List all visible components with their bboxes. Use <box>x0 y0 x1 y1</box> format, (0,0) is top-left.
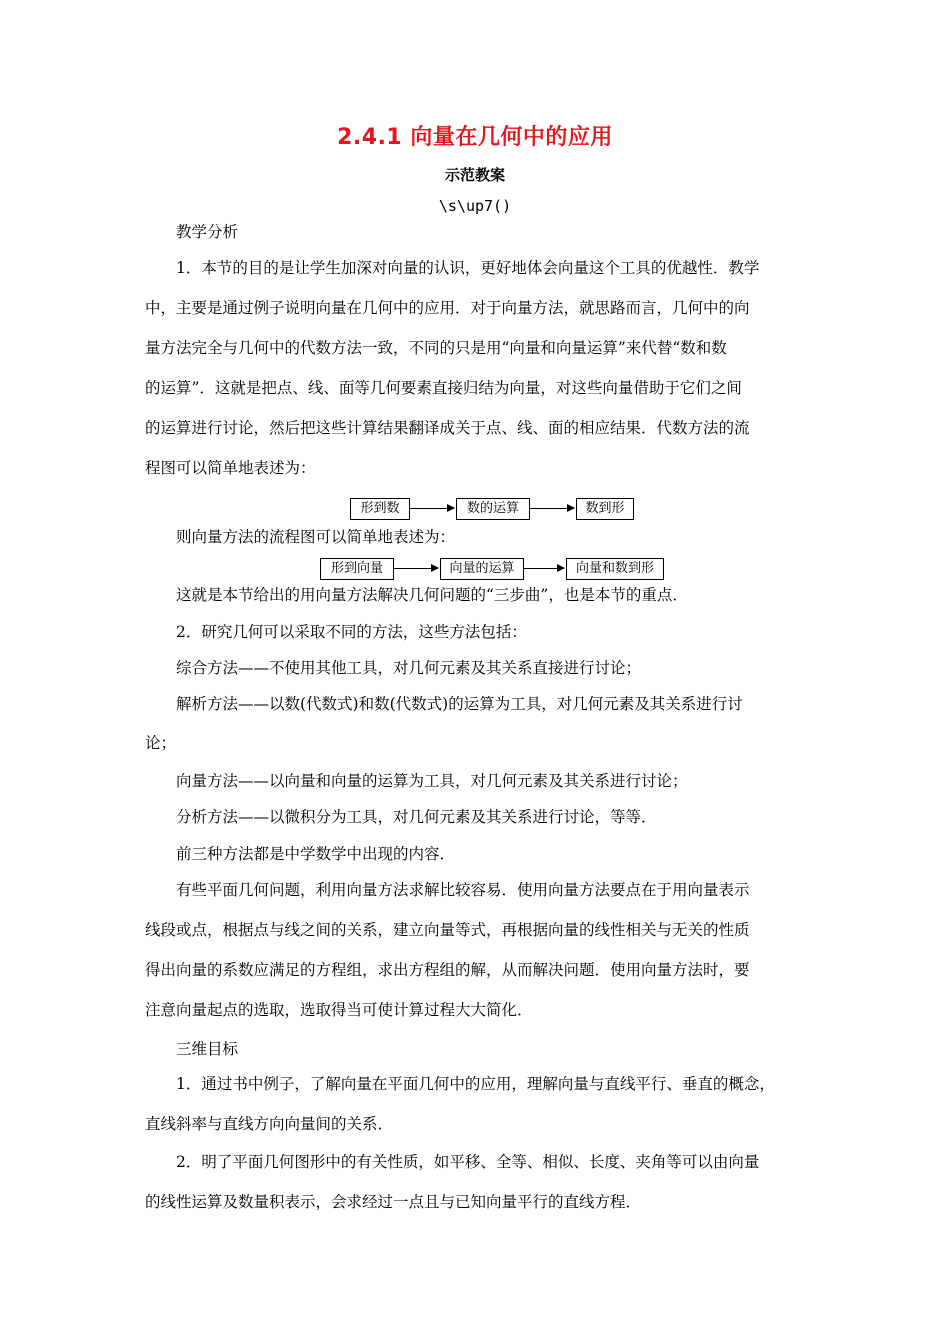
flow-box: 向量的运算 <box>440 558 524 580</box>
paragraph-line: 1．通过书中例子，了解向量在平面几何中的应用，理解向量与直线平行、垂直的概念， <box>176 1075 775 1093</box>
page-subtitle: 示范教案 <box>444 166 505 184</box>
page-title: 2.4.1 向量在几何中的应用 <box>337 125 613 150</box>
paragraph-line: 解析方法——以数(代数式)和数(代数式)的运算为工具，对几何元素及其关系进行讨 <box>176 695 743 713</box>
paragraph-line: 论； <box>145 734 177 752</box>
paragraph-line: 中，主要是通过例子说明向量在几何中的应用．对于向量方法，就思路而言，几何中的向 <box>145 299 750 317</box>
paragraph-line: 有些平面几何问题，利用向量方法求解比较容易．使用向量方法要点在于用向量表示 <box>176 881 750 899</box>
arrow-icon <box>524 568 564 569</box>
paragraph-line: 分析方法——以微积分为工具，对几何元素及其关系进行讨论，等等． <box>176 808 657 826</box>
paragraph-line: 的运算”．这就是把点、线、面等几何要素直接归结为向量，对这些向量借助于它们之间 <box>145 379 742 397</box>
paragraph-line: 线段或点，根据点与线之间的关系，建立向量等式，再根据向量的线性相关与无关的性质 <box>145 921 750 939</box>
paragraph-line: 的线性运算及数量积表示，会求经过一点且与已知向量平行的直线方程． <box>145 1193 642 1211</box>
paragraph-line: 向量方法——以向量和向量的运算为工具，对几何元素及其关系进行讨论； <box>176 772 688 790</box>
arrow-icon <box>410 508 454 509</box>
paragraph-line: 量方法完全与几何中的代数方法一致，不同的只是用“向量和向量运算”来代替“数和数 <box>145 339 727 357</box>
paragraph-line: 的运算进行讨论，然后把这些计算结果翻译成关于点、线、面的相应结果．代数方法的流 <box>145 419 750 437</box>
paragraph-line: 直线斜率与直线方向向量间的关系． <box>145 1115 394 1133</box>
flow-box: 形到数 <box>350 498 410 520</box>
flow-box: 向量和数到形 <box>566 558 664 580</box>
paragraph-line: 综合方法——不使用其他工具，对几何元素及其关系直接进行讨论； <box>176 659 642 677</box>
paragraph-line: 2．研究几何可以采取不同的方法，这些方法包括： <box>176 623 527 641</box>
flow-box: 数到形 <box>576 498 634 520</box>
arrow-icon <box>530 508 574 509</box>
paragraph-line: 这就是本节给出的用向量方法解决几何问题的“三步曲”，也是本节的重点． <box>176 586 688 604</box>
arrow-icon <box>394 568 438 569</box>
paragraph-line: 得出向量的系数应满足的方程组，求出方程组的解，从而解决问题．使用向量方法时，要 <box>145 961 750 979</box>
flow-box: 数的运算 <box>456 498 530 520</box>
paragraph-line: 程图可以简单地表述为： <box>145 459 316 477</box>
paragraph-line: 注意向量起点的选取，选取得当可使计算过程大大简化． <box>145 1001 533 1019</box>
field-code: \s\up7() <box>438 197 512 215</box>
flow-box: 形到向量 <box>320 558 394 580</box>
paragraph-line: 前三种方法都是中学数学中出现的内容． <box>176 845 456 863</box>
section-heading-goals: 三维目标 <box>176 1040 239 1058</box>
flowchart-algebra <box>350 498 635 520</box>
paragraph-line: 则向量方法的流程图可以简单地表述为： <box>176 528 456 546</box>
flowchart-vector <box>320 558 665 580</box>
paragraph-line: 1．本节的目的是让学生加深对向量的认识，更好地体会向量这个工具的优越性．教学 <box>176 259 760 277</box>
section-heading-analysis: 教学分析 <box>176 223 239 241</box>
paragraph-line: 2．明了平面几何图形中的有关性质，如平移、全等、相似、长度、夹角等可以由向量 <box>176 1153 760 1171</box>
